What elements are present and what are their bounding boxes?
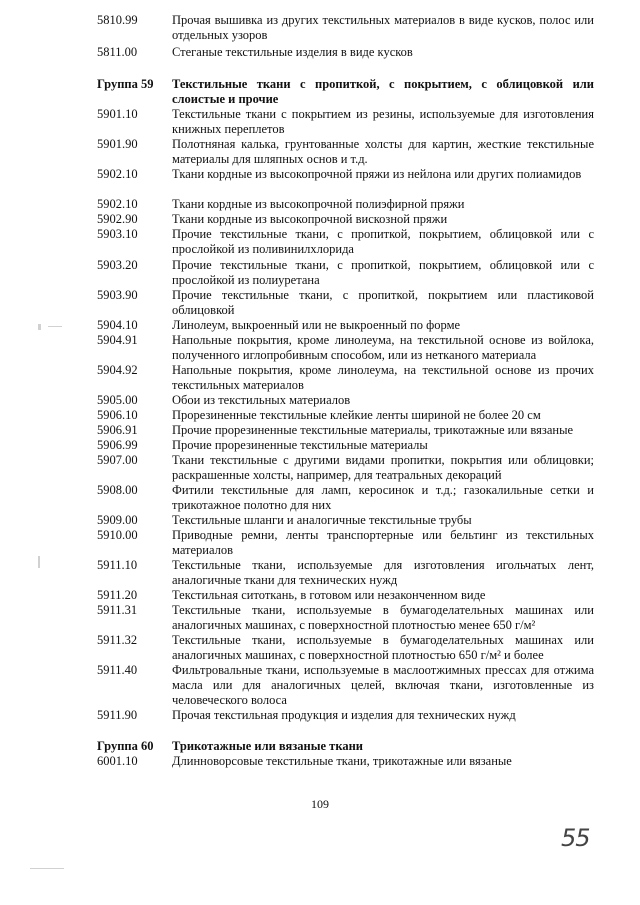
entry-code: 5904.10 (97, 318, 138, 332)
entry-description: Полотняная калька, грунтованные холсты для картин, жесткие текстильные материалы для шляпных основ и т.д. (172, 137, 594, 166)
entry-description: Ткани кордные из высокопрочной пряжи из нейлона или других полиамидов (172, 167, 582, 181)
entry-code: 5904.91 (97, 333, 138, 347)
entry-description: Прочие прорезиненные текстильные материалы (172, 438, 428, 452)
entry-code: 5901.90 (97, 137, 138, 151)
entry-code: 5903.10 (97, 227, 138, 241)
entry-description: Прочие текстильные ткани, с пропиткой, покрытием, облицовкой или с прослойкой из поливинилхлорида (172, 227, 594, 256)
entry-description: Текстильные ткани, используемые для изготовления игольчатых лент, аналогичные ткани для технических нужд (172, 558, 594, 587)
entry-description: Длинноворсовые текстильные ткани, трикотажные или вязаные (172, 754, 512, 768)
scan-mark (38, 556, 40, 568)
entry-code: 5811.00 (97, 45, 138, 59)
entry-description: Текстильные ткани, используемые в бумагоделательных машинах или аналогичных машинах, с поверхностной плотностью менее 650 г/м² (172, 603, 594, 632)
entry-code: 5902.90 (97, 212, 138, 226)
group-code: Группа 59 (97, 77, 154, 91)
entry-code: 5906.99 (97, 438, 138, 452)
entry-code: 5901.10 (97, 107, 138, 121)
entry-code: 5902.10 (97, 197, 138, 211)
entry-code: 5910.00 (97, 528, 138, 542)
entry-code: 6001.10 (97, 754, 138, 768)
entry-code: 5810.99 (97, 13, 138, 27)
entry-code: 5904.92 (97, 363, 138, 377)
entry-description: Прорезиненные текстильные клейкие ленты шириной не более 20 см (172, 408, 541, 422)
entry-description: Стеганые текстильные изделия в виде кусков (172, 45, 413, 59)
group-title: Трикотажные или вязаные ткани (172, 739, 363, 753)
entry-code: 5906.10 (97, 408, 138, 422)
entry-description: Обои из текстильных материалов (172, 393, 351, 407)
entry-description: Текстильные ткани с покрытием из резины, используемые для изготовления книжных переплетов (172, 107, 594, 136)
page-number: 109 (311, 797, 329, 811)
entry-description: Текстильные шланги и аналогичные текстильные трубы (172, 513, 472, 527)
entry-code: 5906.91 (97, 423, 138, 437)
entry-description: Прочие текстильные ткани, с пропиткой, покрытием, облицовкой или с прослойкой из полиуретана (172, 258, 594, 287)
entry-description: Прочая текстильная продукция и изделия для технических нужд (172, 708, 516, 722)
entry-description: Ткани текстильные с другими видами пропитки, покрытия или облицовки; раскрашенные холсты, например, для театральных декораций (172, 453, 594, 482)
entry-description: Приводные ремни, ленты транспортерные или бельтинг из текстильных материалов (172, 528, 594, 557)
entry-code: 5902.10 (97, 167, 138, 181)
entry-code: 5909.00 (97, 513, 138, 527)
entry-code: 5911.10 (97, 558, 138, 572)
entry-code: 5905.00 (97, 393, 138, 407)
group-code: Группа 60 (97, 739, 154, 753)
entry-description: Напольные покрытия, кроме линолеума, на текстильной основе из войлока, полученного иглопробивным способом, или из нетканого материала (172, 333, 594, 362)
entry-description: Прочая вышивка из других текстильных материалов в виде кусков, полос или отдельных узоров (172, 13, 594, 42)
group-title: Текстильные ткани с пропиткой, с покрытием, с облицовкой или слоистые и прочие (172, 77, 594, 106)
entry-description: Текстильная ситоткань, в готовом или незаконченном виде (172, 588, 486, 602)
scan-mark (48, 326, 62, 327)
entry-description: Ткани кордные из высокопрочной полиэфирной пряжи (172, 197, 465, 211)
entry-code: 5903.20 (97, 258, 138, 272)
entry-description: Линолеум, выкроенный или не выкроенный по форме (172, 318, 461, 332)
entry-code: 5907.00 (97, 453, 138, 467)
entry-description: Текстильные ткани, используемые в бумагоделательных машинах или аналогичных машинах, с поверхностной плотностью 650 г/м² и более (172, 633, 594, 662)
entry-description: Напольные покрытия, кроме линолеума, на текстильной основе из прочих текстильных материалов (172, 363, 594, 392)
entry-description: Фильтровальные ткани, используемые в маслоотжимных прессах для отжима масла или для аналогичных целей, включая ткани, изготовленные из человеческого волоса (172, 663, 594, 707)
entry-code: 5903.90 (97, 288, 138, 302)
entry-description: Фитили текстильные для ламп, керосинок и т.д.; газокалильные сетки и трикотажное полотно для них (172, 483, 594, 512)
entry-code: 5911.90 (97, 708, 138, 722)
entry-description: Ткани кордные из высокопрочной вискозной пряжи (172, 212, 448, 226)
entry-code: 5911.40 (97, 663, 138, 677)
entry-description: Прочие прорезиненные текстильные материалы, трикотажные или вязаные (172, 423, 574, 437)
scan-mark (38, 324, 41, 330)
handwritten-page-number: 55 (561, 824, 590, 852)
scan-mark (30, 868, 64, 869)
entry-code: 5911.31 (97, 603, 138, 617)
entry-code: 5911.32 (97, 633, 138, 647)
entry-code: 5911.20 (97, 588, 138, 602)
entry-code: 5908.00 (97, 483, 138, 497)
entry-description: Прочие текстильные ткани, с пропиткой, покрытием или пластиковой облицовкой (172, 288, 594, 317)
